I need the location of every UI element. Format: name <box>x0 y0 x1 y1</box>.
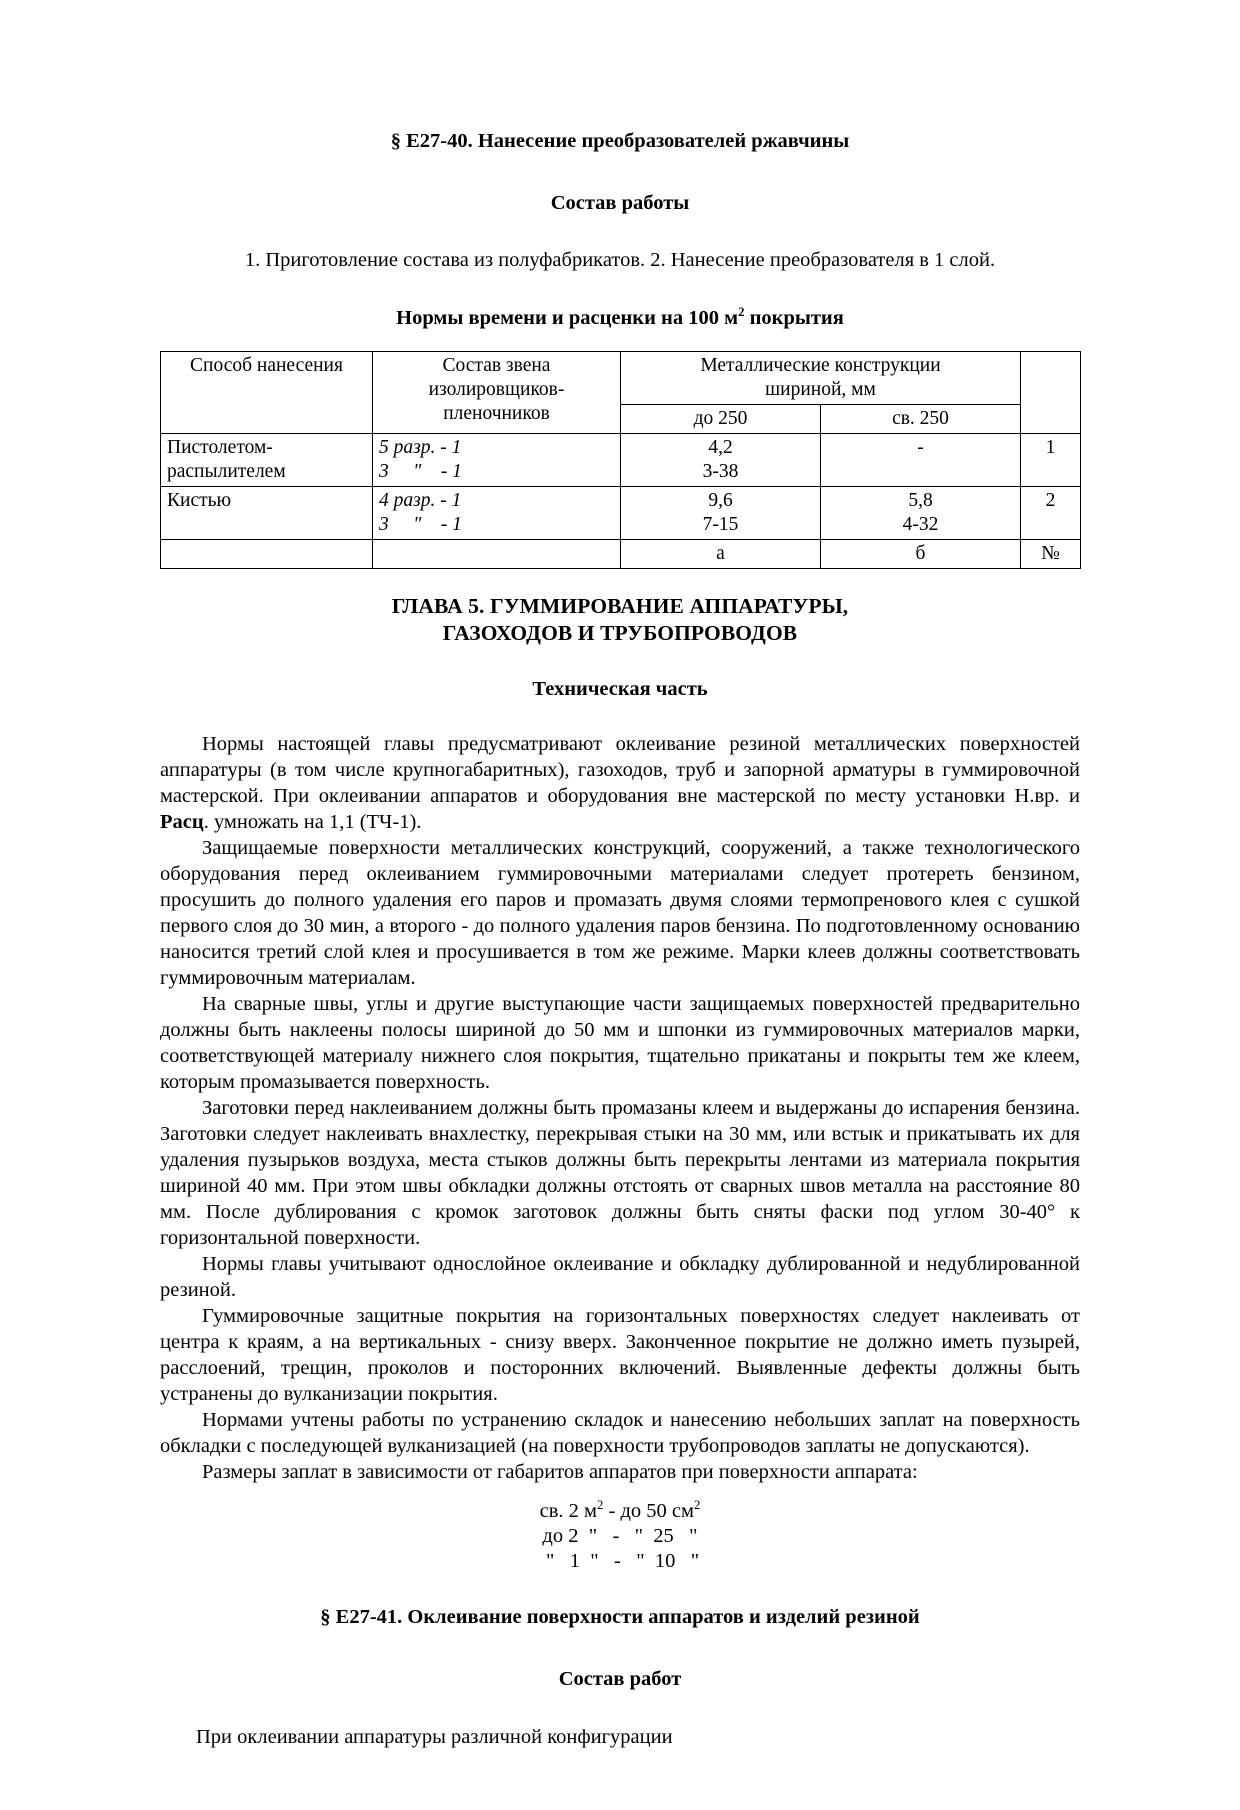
work-composition-heading-2: Состав работ <box>558 1668 682 1691</box>
cell-crew <box>373 433 621 486</box>
cell-crew-line1: 4 разр. - 1 <box>379 489 462 511</box>
section-heading-e27-41: § Е27-41. Оклеивание поверхности аппаратов и изделий резиной <box>320 1606 920 1629</box>
paragraph-4: Заготовки перед наклеиванием должны быть промазаны клеем и выдержаны до испарения бензина. Заготовки следует наклеивать внахлестку, перекрывая стыки на 30 мм, или встык и прикатывать их для удаления пузырьков воздуха, места стыков должны быть перекрыты лентами из материала покрытия шириной 40 мм. При этом швы обкладки должны отстоять от сварных швов металла на расстояние 80 мм. После дублирования с кромок заготовок должны быть сняты фаски под углом 30-40° к горизонтальной поверхности. <box>160 1097 1080 1250</box>
header-crew-line3: пленочников <box>443 402 550 424</box>
chapter-heading-line2: ГАЗОХОДОВ И ТРУБОПРОВОДОВ <box>442 621 798 646</box>
header-width-over-250: св. 250 <box>821 404 1021 433</box>
cell-crew <box>373 486 621 539</box>
cell-to250-price: 3-38 <box>702 460 739 482</box>
spacer <box>160 1574 1080 1604</box>
header-metal-structures <box>621 351 1021 404</box>
cell-method-line1: Пистолетом- <box>167 436 273 458</box>
paragraph-1-part-b: . умножать на 1,1 (ТЧ-1). <box>203 811 422 834</box>
table-caption-superscript: 2 <box>738 305 745 320</box>
work-composition-heading: Состав работы <box>550 191 690 214</box>
footer-col-a: а <box>621 539 821 568</box>
work-composition-text: 1. Приготовление состава из полуфабрикатов. 2. Нанесение преобразователя в 1 слой. <box>244 249 996 272</box>
measurement-line-2: до 2 " - " 25 " <box>542 1525 698 1548</box>
footer-col-b: б <box>821 539 1021 568</box>
header-crew-line1: Состав звена <box>442 354 551 376</box>
cell-method <box>161 433 373 486</box>
section-heading-e27-40: § Е27-40. Нанесение преобразователей ржавчины <box>390 130 850 152</box>
table-footer-row <box>161 539 1081 568</box>
paragraph-1-part-a: Нормы настоящей главы предусматривают оклеивание резиной металлических поверхностей аппаратуры (в том числе крупногабаритных), газоходов, труб и запорной арматуры в гуммировочной мастерской. При оклеивании аппаратов и оборудования вне мастерской по месту установки Н.вр. и <box>160 733 1080 808</box>
footer-blank-crew <box>373 539 621 568</box>
document-content <box>160 128 1080 1750</box>
cell-index: 1 <box>1021 433 1081 486</box>
cell-over250-norm: - <box>917 436 924 458</box>
table-caption-prefix: Нормы времени и расценки на 100 м <box>396 307 739 330</box>
cell-method <box>161 486 373 539</box>
paragraph-1-bold-rasc: Расц <box>160 811 204 834</box>
measurement-line-1-sup-2: 2 <box>693 1498 701 1513</box>
paragraph-1 <box>160 731 1080 835</box>
paragraph-7: Нормами учтены работы по устранению складок и нанесению небольших заплат на поверхность обкладки с последующей вулканизацией (на поверхности трубопроводов заплаты не допускаются). <box>160 1409 1080 1458</box>
paragraph-3: На сварные швы, углы и другие выступающие части защищаемых поверхностей предварительно должны быть наклеены полосы шириной до 50 мм и шпонки из гуммировочных материалов марки, соответствующей материалу нижнего слоя покрытия, тщательно прикатаны и покрыты тем же клеем, которым промазывается поверхность. <box>160 993 1080 1094</box>
footer-section-text: При оклеивании аппаратуры различной конфигурации <box>196 1725 673 1748</box>
measurement-line-1-a: св. 2 м <box>539 1500 598 1523</box>
header-crew <box>373 351 621 433</box>
cell-method-line2 <box>167 513 366 537</box>
header-index <box>1021 351 1081 433</box>
spacer <box>160 648 1080 676</box>
measurement-line-3: " 1 " - " 10 " <box>540 1550 700 1573</box>
cell-over250 <box>821 433 1021 486</box>
measurements-block <box>160 1499 1080 1574</box>
spacer <box>160 703 1080 731</box>
cell-crew-line1: 5 разр. - 1 <box>379 436 462 458</box>
technical-part-heading: Техническая часть <box>532 677 708 700</box>
spacer <box>160 1632 1080 1666</box>
spacer <box>160 1485 1080 1499</box>
cell-to250 <box>621 433 821 486</box>
cell-to250-norm: 9,6 <box>708 489 733 511</box>
spacer <box>160 569 1080 593</box>
cell-to250-norm: 4,2 <box>708 436 733 458</box>
measurement-line-1-b: - до 50 см <box>603 1500 694 1523</box>
norms-table <box>160 351 1081 569</box>
spacer <box>160 156 1080 190</box>
spacer <box>160 275 1080 305</box>
footer-col-number: № <box>1021 539 1081 568</box>
table-header-row <box>161 351 1081 404</box>
cell-over250-norm: 5,8 <box>908 489 933 511</box>
chapter-heading-line1: ГЛАВА 5. ГУММИРОВАНИЕ АППАРАТУРЫ, <box>391 593 849 618</box>
cell-index: 2 <box>1021 486 1081 539</box>
footer-blank-method <box>161 539 373 568</box>
spacer <box>160 1694 1080 1724</box>
header-method: Способ нанесения <box>161 351 373 433</box>
paragraph-8: Размеры заплат в зависимости от габаритов аппаратов при поверхности аппарата: <box>202 1461 918 1484</box>
cell-crew-line2: 3 " - 1 <box>379 513 462 535</box>
cell-to250-price: 7-15 <box>702 513 739 535</box>
table-row <box>161 486 1081 539</box>
header-metal-line1: Металлические конструкции <box>700 354 941 376</box>
header-metal-line2: шириной, мм <box>765 378 876 400</box>
cell-method-line2: распылителем <box>167 460 286 482</box>
measurement-line-1 <box>540 1499 701 1524</box>
spacer <box>160 217 1080 247</box>
paragraph-5: Нормы главы учитывают однослойное оклеивание и обкладку дублированной и недублированной резиной. <box>160 1253 1080 1302</box>
header-crew-line2: изолировщиков- <box>428 378 565 400</box>
table-caption-suffix: покрытия <box>744 307 844 330</box>
cell-crew-line2: 3 " - 1 <box>379 460 462 482</box>
cell-method-line1: Кистью <box>167 489 232 511</box>
paragraph-6: Гуммировочные защитные покрытия на горизонтальных поверхностях следует наклеивать от центра к краям, а на вертикальных - снизу вверх. Законченное покрытие не должно иметь пузырей, расслоений, трещин, проколов и посторонних включений. Выявленные дефекты должны быть устранены до вулканизации покрытия. <box>160 1305 1080 1406</box>
table-row <box>161 433 1081 486</box>
header-width-to-250: до 250 <box>621 404 821 433</box>
cell-over250 <box>821 486 1021 539</box>
cell-to250 <box>621 486 821 539</box>
spacer <box>160 333 1080 351</box>
table-caption <box>160 305 1080 333</box>
paragraph-2: Защищаемые поверхности металлических конструкций, сооружений, а также технологического оборудования перед оклеиванием гуммировочными материалами следует протереть бензином, просушить до полного удаления его паров и промазать двумя слоями термопренового клея с сушкой первого слоя до 30 мин, а второго - до полного удаления паров бензина. По подготовленному основанию наносится третий слой клея и просушивается в том же режиме. Марки клеев должны соответствовать гуммировочным материалам. <box>160 837 1080 990</box>
measurement-line-1-sup-1: 2 <box>597 1498 604 1513</box>
cell-over250-price: 4-32 <box>902 513 939 535</box>
